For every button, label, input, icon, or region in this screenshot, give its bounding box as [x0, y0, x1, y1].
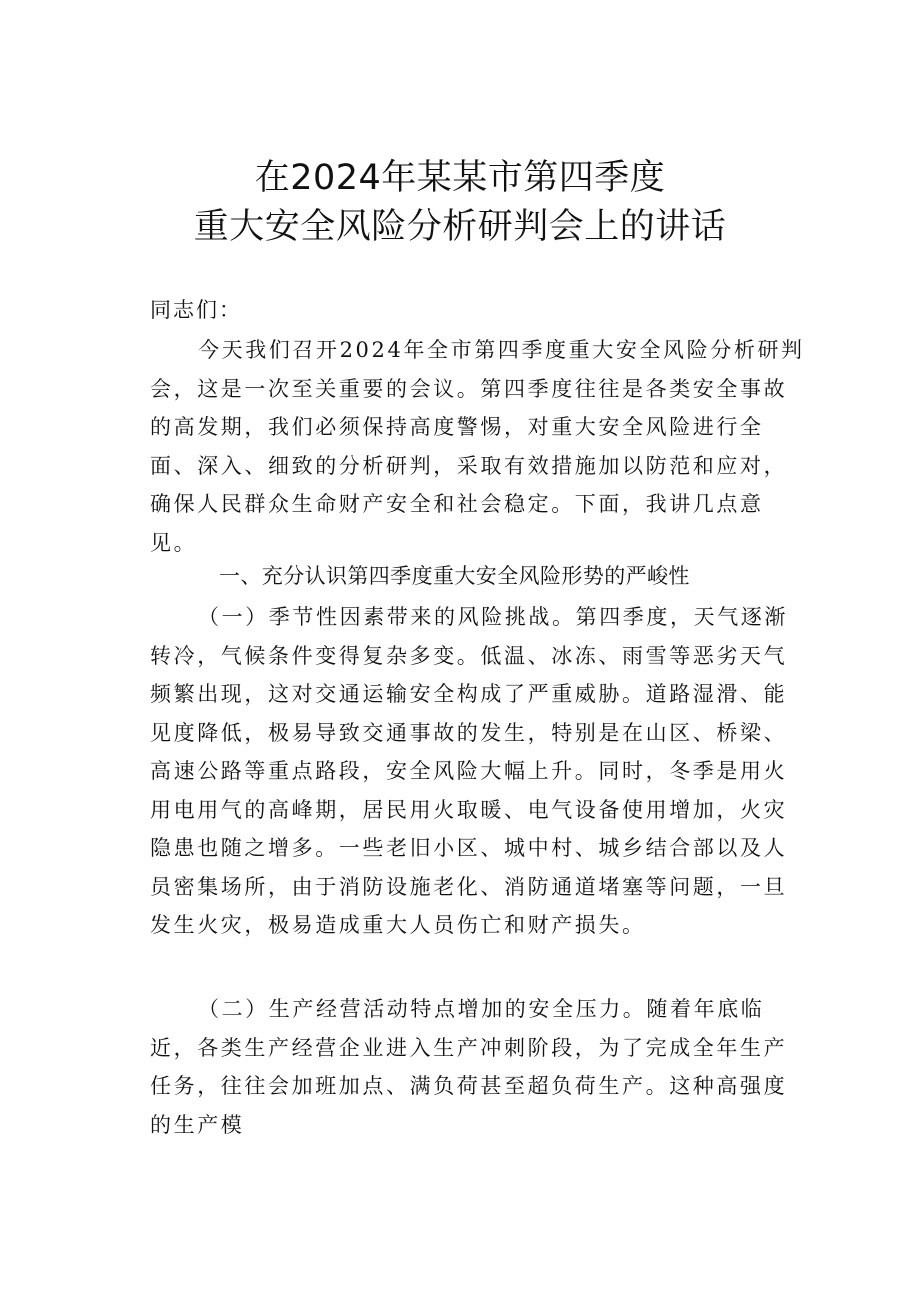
- title-line-2: 重大安全风险分析研判会上的讲话: [193, 207, 727, 247]
- intro-paragraph: 今天我们召开2024年全市第四季度重大安全风险分析研判会，这是一次至关重要的会议。第四季度往往是各类安全事故的高发期，我们必须保持高度警惕，对重大安全风险进行全面、深入、细致的分析研判，采取有效措施加以防范和应对，确保人民群众生命财产安全和社会稳定。下面，我讲几点意见。: [150, 338, 805, 555]
- salutation: 同志们：: [150, 298, 242, 322]
- subsection-1-paragraph: （一）季节性因素带来的风险挑战。第四季度，天气逐渐转冷，气候条件变得复杂多变。低温、冰冻、雨雪等恶劣天气频繁出现，这对交通运输安全构成了严重威胁。道路湿滑、能见度降低，极易导致交通事故的发生，特别是在山区、桥梁、高速公路等重点路段，安全风险大幅上升。同时，冬季是用火用电用气的高峰期，居民用火取暖、电气设备使用增加，火灾隐患也随之增多。一些老旧小区、城中村、城乡结合部以及人员密集场所，由于消防设施老化、消防通道堵塞等问题，一旦发生火灾，极易造成重大人员伤亡和财产损失。: [150, 605, 788, 937]
- subsection-2-paragraph: （二）生产经营活动特点增加的安全压力。随着年底临近，各类生产经营企业进入生产冲刺阶段，为了完成全年生产任务，往往会加班加点、满负荷甚至超负荷生产。这种高强度的生产模: [150, 997, 788, 1137]
- section-1-heading: 一、充分认识第四季度重大安全风险形势的严峻性: [219, 564, 690, 588]
- title-line-1: 在2024年某某市第四季度: [254, 158, 666, 198]
